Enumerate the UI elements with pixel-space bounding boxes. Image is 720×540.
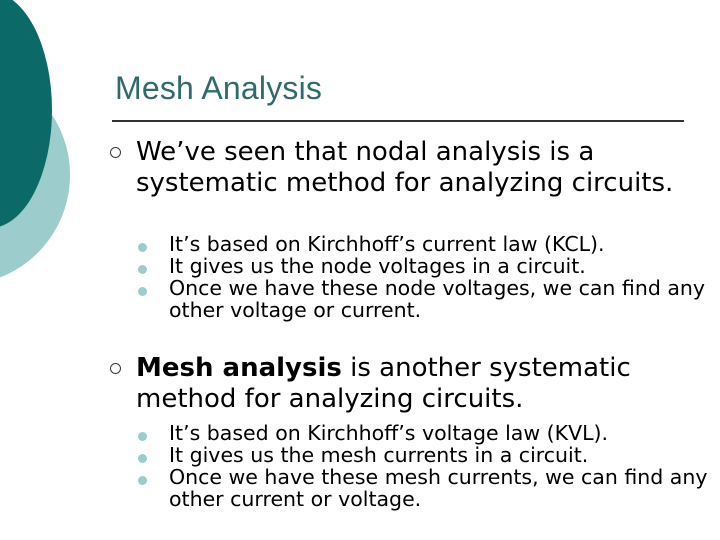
sub-list-2: [138, 422, 708, 510]
sub-bullet-text: Once we have these node voltages, we can find any other voltage or current.: [169, 276, 706, 322]
sub-bullet: [138, 444, 708, 466]
main-bullet-body: We’ve seen that nodal analysis is a systematic method for analyzing circuits.: [136, 137, 674, 198]
page-title: Mesh Analysis: [115, 70, 323, 106]
sub-bullet-text: Once we have these mesh currents, we can find any other current or voltage.: [169, 465, 708, 511]
dot-bullet-icon: [138, 476, 147, 485]
dot-bullet-icon: [138, 432, 147, 441]
main-bullet-text: [136, 137, 700, 199]
sub-bullet-text: It gives us the mesh currents in a circuit.: [169, 443, 589, 467]
hollow-circle-bullet-icon: [110, 363, 121, 374]
sub-bullet: [138, 255, 708, 277]
sub-list-1: [138, 233, 708, 321]
sub-bullet: [138, 233, 708, 255]
sub-bullet: [138, 422, 708, 444]
dot-bullet-icon: [138, 265, 147, 274]
main-bullet-1: [110, 137, 700, 199]
dot-bullet-icon: [138, 287, 147, 296]
sub-bullet: [138, 466, 708, 510]
sub-bullet-text: It’s based on Kirchhoff’s voltage law (KVL).: [169, 421, 609, 445]
sub-bullet: [138, 277, 708, 321]
decorative-circles: [0, 0, 110, 300]
dot-bullet-icon: [138, 243, 147, 252]
sub-bullet-text: It gives us the node voltages in a circuit.: [169, 254, 586, 278]
dot-bullet-icon: [138, 454, 147, 463]
main-bullet-body: is another systematic method for analyzing circuits.: [136, 353, 631, 414]
sub-bullet-text: It’s based on Kirchhoff’s current law (KCL).: [169, 232, 605, 256]
main-bullet-2: [110, 353, 700, 415]
main-bullet-text: [136, 353, 700, 415]
title-underline: [112, 120, 684, 122]
hollow-circle-bullet-icon: [110, 147, 121, 158]
main-bullet-lead: Mesh analysis: [136, 353, 342, 383]
